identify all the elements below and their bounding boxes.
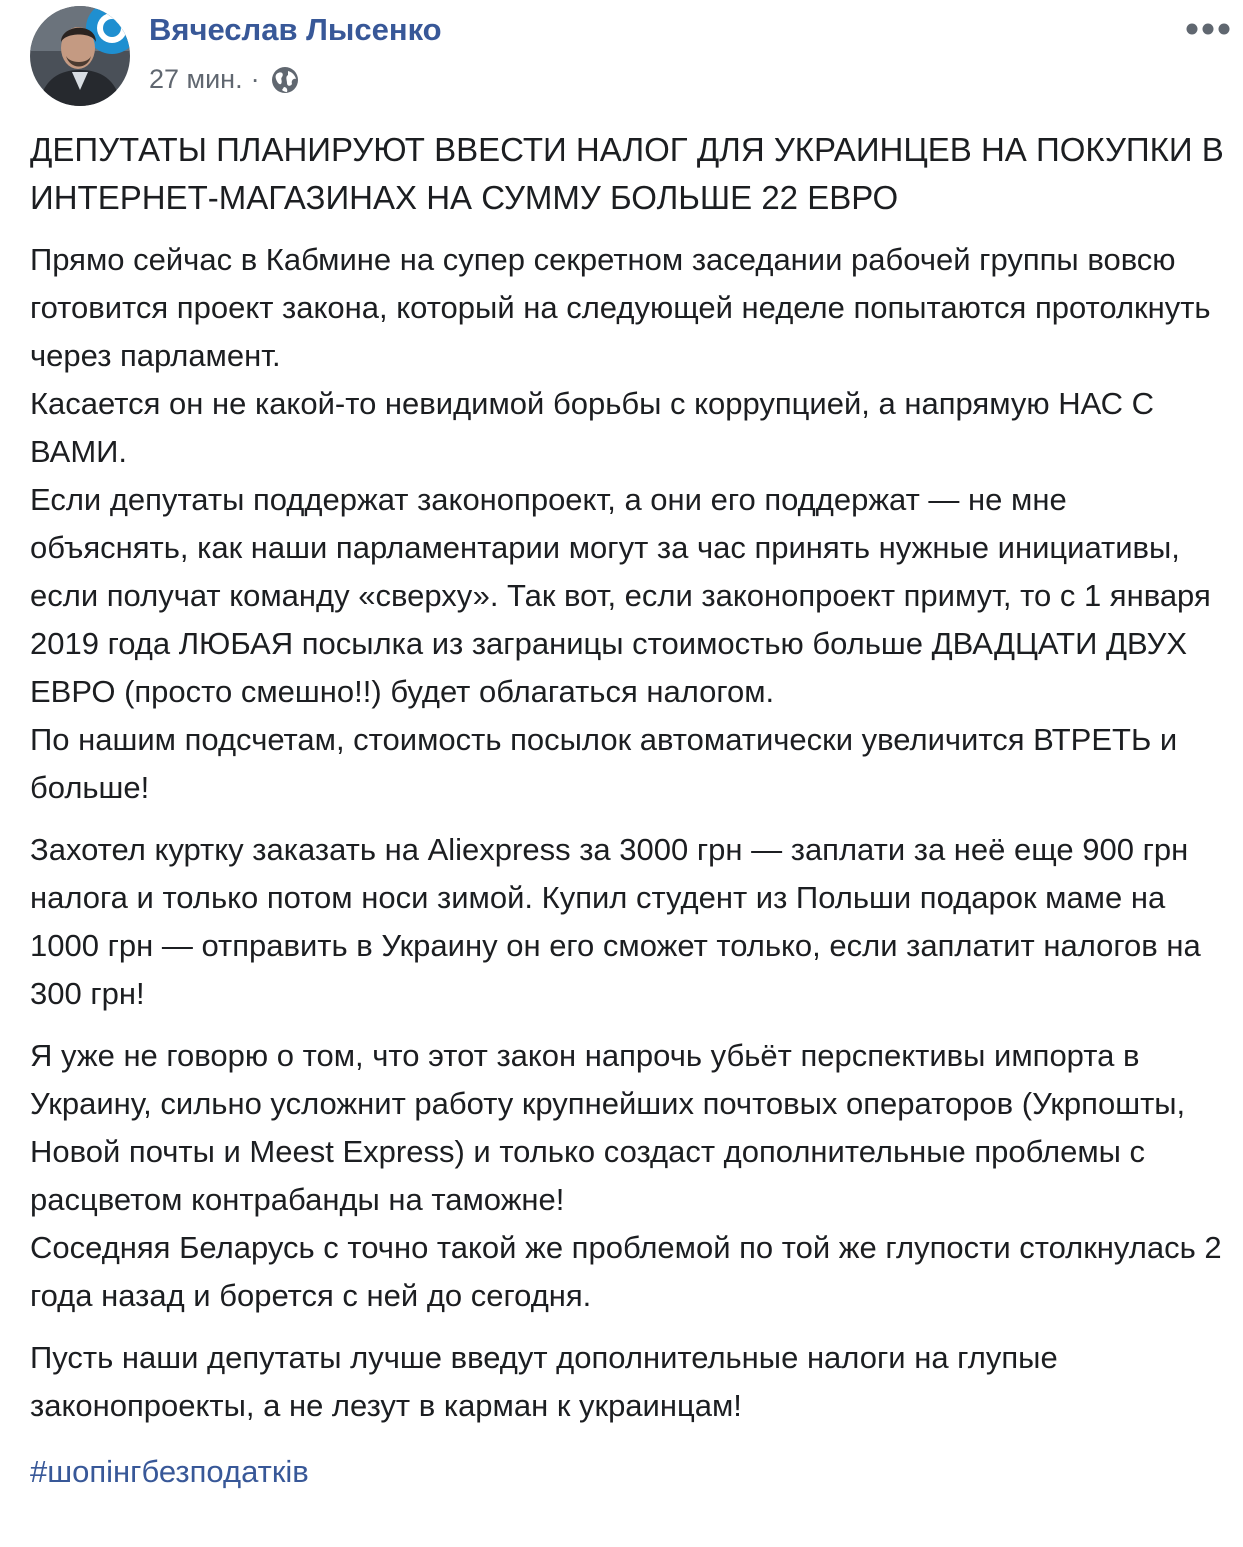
paragraph-text: Пусть наши депутаты лучше введут дополнительные налоги на глупые законопроекты, а не лезут в карман к украинцам! (30, 1340, 1058, 1423)
more-options-icon (1185, 16, 1231, 46)
paragraph-3 (30, 1032, 1225, 1320)
author-avatar[interactable] (30, 6, 130, 106)
post-header (30, 6, 1220, 106)
person-avatar-icon (30, 6, 130, 106)
paragraph-text: Касается он не какой-то невидимой борьбы с коррупцией, а напрямую НАС С ВАМИ. (30, 386, 1155, 469)
paragraph-2 (30, 826, 1225, 1018)
author-name[interactable]: Вячеслав Лысенко (149, 12, 442, 47)
globe-icon[interactable] (270, 65, 300, 95)
paragraph-text: По нашим подсчетам, стоимость посылок автоматически увеличится ВТРЕТЬ и больше! (30, 722, 1178, 805)
post-body (30, 126, 1225, 1496)
meta-separator: · (250, 64, 260, 94)
post-meta (149, 64, 300, 95)
post-timestamp[interactable]: 27 мин. (149, 64, 243, 94)
paragraph-4 (30, 1334, 1225, 1430)
hashtag-link[interactable]: #шопінгбезподатків (30, 1454, 309, 1489)
paragraph-text: Захотел куртку заказать на Aliexpress за 3000 грн — заплати за неё еще 900 грн налога и только потом носи зимой. Купил студент из Польши подарок маме на 1000 грн — отправить в Украину он его сможет только, если заплатит налогов на 300 грн! (30, 832, 1201, 1011)
paragraph-text: Я уже не говорю о том, что этот закон напрочь убьёт перспективы импорта в Украину, сильно усложнит работу крупнейших почтовых операторов (Укрпошты, Новой почты и Meest Express) и только создаст дополнительные проблемы с расцветом контрабанды на таможне! (30, 1038, 1186, 1217)
paragraph-text: Если депутаты поддержат законопроект, а они его поддержат — не мне объяснять, как наши парламентарии могут за час принять нужные инициативы, если получат команду «сверху». Так вот, если законопроект примут, то с 1 января 2019 года ЛЮБАЯ посылка из заграницы стоимостью больше ДВАДЦАТИ ДВУХ ЕВРО (просто смешно!!) будет облагаться налогом. (30, 482, 1211, 709)
paragraph-1 (30, 236, 1225, 812)
post-headline: ДЕПУТАТЫ ПЛАНИРУЮТ ВВЕСТИ НАЛОГ ДЛЯ УКРАИНЦЕВ НА ПОКУПКИ В ИНТЕРНЕТ-МАГАЗИНАХ НА СУММУ БОЛЬШЕ 22 ЕВРО (30, 131, 1224, 216)
paragraph-text: Прямо сейчас в Кабмине на супер секретном заседании рабочей группы вовсю готовится проект закона, который на следующей неделе попытаются протолкнуть через парламент. (30, 242, 1211, 373)
paragraph-text: Соседняя Беларусь с точно такой же проблемой по той же глупости столкнулась 2 года назад и борется с ней до сегодня. (30, 1230, 1222, 1313)
more-options-button[interactable] (1185, 16, 1231, 46)
